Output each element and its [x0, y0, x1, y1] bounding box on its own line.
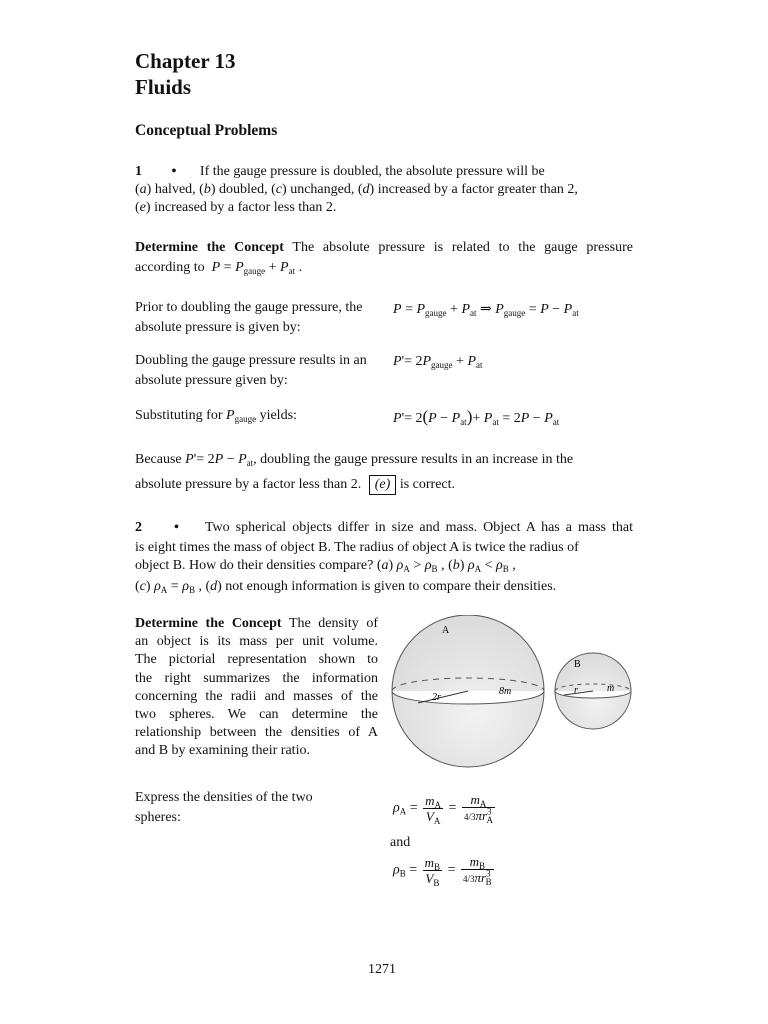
option-letter: c [275, 182, 283, 197]
spheres-figure [388, 615, 640, 775]
option-text: doubled, [219, 182, 268, 197]
conclusion-text: is correct. [399, 477, 456, 492]
conclusion-text: Because [135, 452, 182, 467]
concept-text: The absolute pressure is related to the gauge pressure [292, 240, 633, 255]
problem-2-line-1 [135, 518, 633, 538]
section-title: Conceptual Problems [135, 122, 278, 139]
sphere-a-mass-label: 8m [499, 686, 512, 697]
option-letter: a [139, 182, 147, 197]
step-1-label: Prior to doubling the gauge pressure, the absolute pressure is given by: [135, 300, 363, 335]
option-text: not enough information is given to compare their densities. [225, 579, 557, 594]
concept-paragraph-1 [135, 238, 633, 258]
conclusion-text: absolute pressure by a factor less than 2. [135, 477, 362, 492]
express-densities-label: Express the densities of the two spheres: [135, 790, 313, 825]
problem-1-number [135, 162, 545, 182]
step-3-label: Substituting for $P_{gauge}$ yields: [135, 408, 297, 424]
answer-box: (e) [374, 477, 391, 492]
equation-density-b: $\rho_B$ = $\frac{m_B}{V_B}$ = $\frac{m_B}{4/3\pi r^3_B}$ [393, 854, 492, 888]
equation-absolute-pressure: $P = P_{gauge} + P_{at}$ . [211, 260, 303, 276]
problem-number: 2 [135, 520, 142, 535]
sphere-b-label: B [574, 659, 581, 670]
concept-text: two spheres. We can determine the [135, 707, 378, 723]
sphere-a-label: A [442, 625, 450, 636]
concept-text: an object is its mass per unit volume. [135, 634, 378, 650]
concept-paragraph-1-cont [135, 258, 302, 278]
concept-text: relationship between the densities of A [135, 725, 378, 741]
sphere-a [392, 615, 544, 767]
step-2-label: Doubling the gauge pressure results in an absolute pressure given by: [135, 353, 367, 388]
sphere-b-mass-label: m [607, 683, 615, 694]
concept-paragraph-2 [135, 615, 378, 761]
step-label-text: yields: [259, 408, 297, 423]
problem-2-question: object B. How do their densities compare? [135, 558, 374, 573]
option-text: unchanged, [290, 182, 355, 197]
and-word: and [390, 835, 411, 850]
concept-text: the right summarizes the information [135, 670, 378, 686]
concept-text: The density of [288, 616, 378, 631]
chapter-number: Chapter 13 [135, 49, 236, 73]
option-text: halved, [154, 182, 196, 197]
equation-step-3: $P'= 2(P - P_{at})+ P_{at} = 2P - P_{at}$ [393, 407, 560, 427]
option-letter: e [139, 200, 146, 215]
option-text: increased by a factor less than 2. [154, 200, 337, 215]
page-number: 1271 [368, 962, 396, 977]
equation-step-1: $P = P_{gauge} + P_{at}$ ⇒ $P_{gauge} = P - P_{at}$ [393, 302, 579, 318]
concept-text: concerning the radii and masses of the [135, 688, 378, 704]
problem-2-line-2: is eight times the mass of object B. The radius of object A is twice the radius of [135, 540, 579, 555]
chapter-title: Fluids [135, 75, 192, 99]
option-letter: b [203, 182, 211, 197]
problem-number: 1 [135, 164, 142, 179]
equation-step-2: $P'= 2P_{gauge} + P_{at}$ [393, 354, 483, 370]
concept-text: The pictorial representation shown to [135, 652, 378, 668]
option-letter: d [362, 182, 370, 197]
problem-2-line-3: object B. How do their densities compare? (a) $\rho_A > \rho_B$ , (b) $\rho_A < \rho_B$ , [135, 558, 516, 574]
option-text: increased by a factor greater than 2, [377, 182, 578, 197]
problem-1-options-line1: (a) halved, (b) doubled, (c) unchanged, (d) increased by a factor greater than 2, [135, 182, 578, 197]
sphere-b-radius-label: r [574, 685, 578, 696]
equation-density-a: $\rho_A$ = $\frac{m_A}{V_A}$ = $\frac{m_A}{4/3\pi r^3_A}$ [393, 792, 494, 826]
sphere-a-radius-label: 2r [432, 692, 441, 703]
conclusion-text: , doubling the gauge pressure results in an increase in the [253, 452, 574, 467]
step-label-text: Substituting for [135, 408, 223, 423]
concept-text: and B by examining their ratio. [135, 743, 310, 759]
problem-2-question: Two spherical objects differ in size and mass. Object A has a mass that [204, 520, 634, 535]
difficulty-bullet: • [171, 164, 177, 179]
difficulty-bullet: • [174, 520, 179, 535]
problem-1-question: If the gauge pressure is doubled, the absolute pressure will be [199, 164, 545, 179]
concept-label: Determine the Concept [135, 616, 282, 631]
problem-2-line-4: (c) $\rho_A = \rho_B$ , (d) not enough information is given to compare their densities. [135, 579, 557, 595]
problem-1-options-line2: (e) increased by a factor less than 2. [135, 200, 337, 215]
conclusion-line-2 [135, 475, 455, 495]
sphere-b [555, 653, 631, 729]
concept-text: according to [135, 260, 205, 275]
concept-label: Determine the Concept [135, 240, 284, 255]
conclusion-line-1: Because $P'= 2P - P_{at}$, doubling the gauge pressure results in an increase in the [135, 452, 574, 468]
